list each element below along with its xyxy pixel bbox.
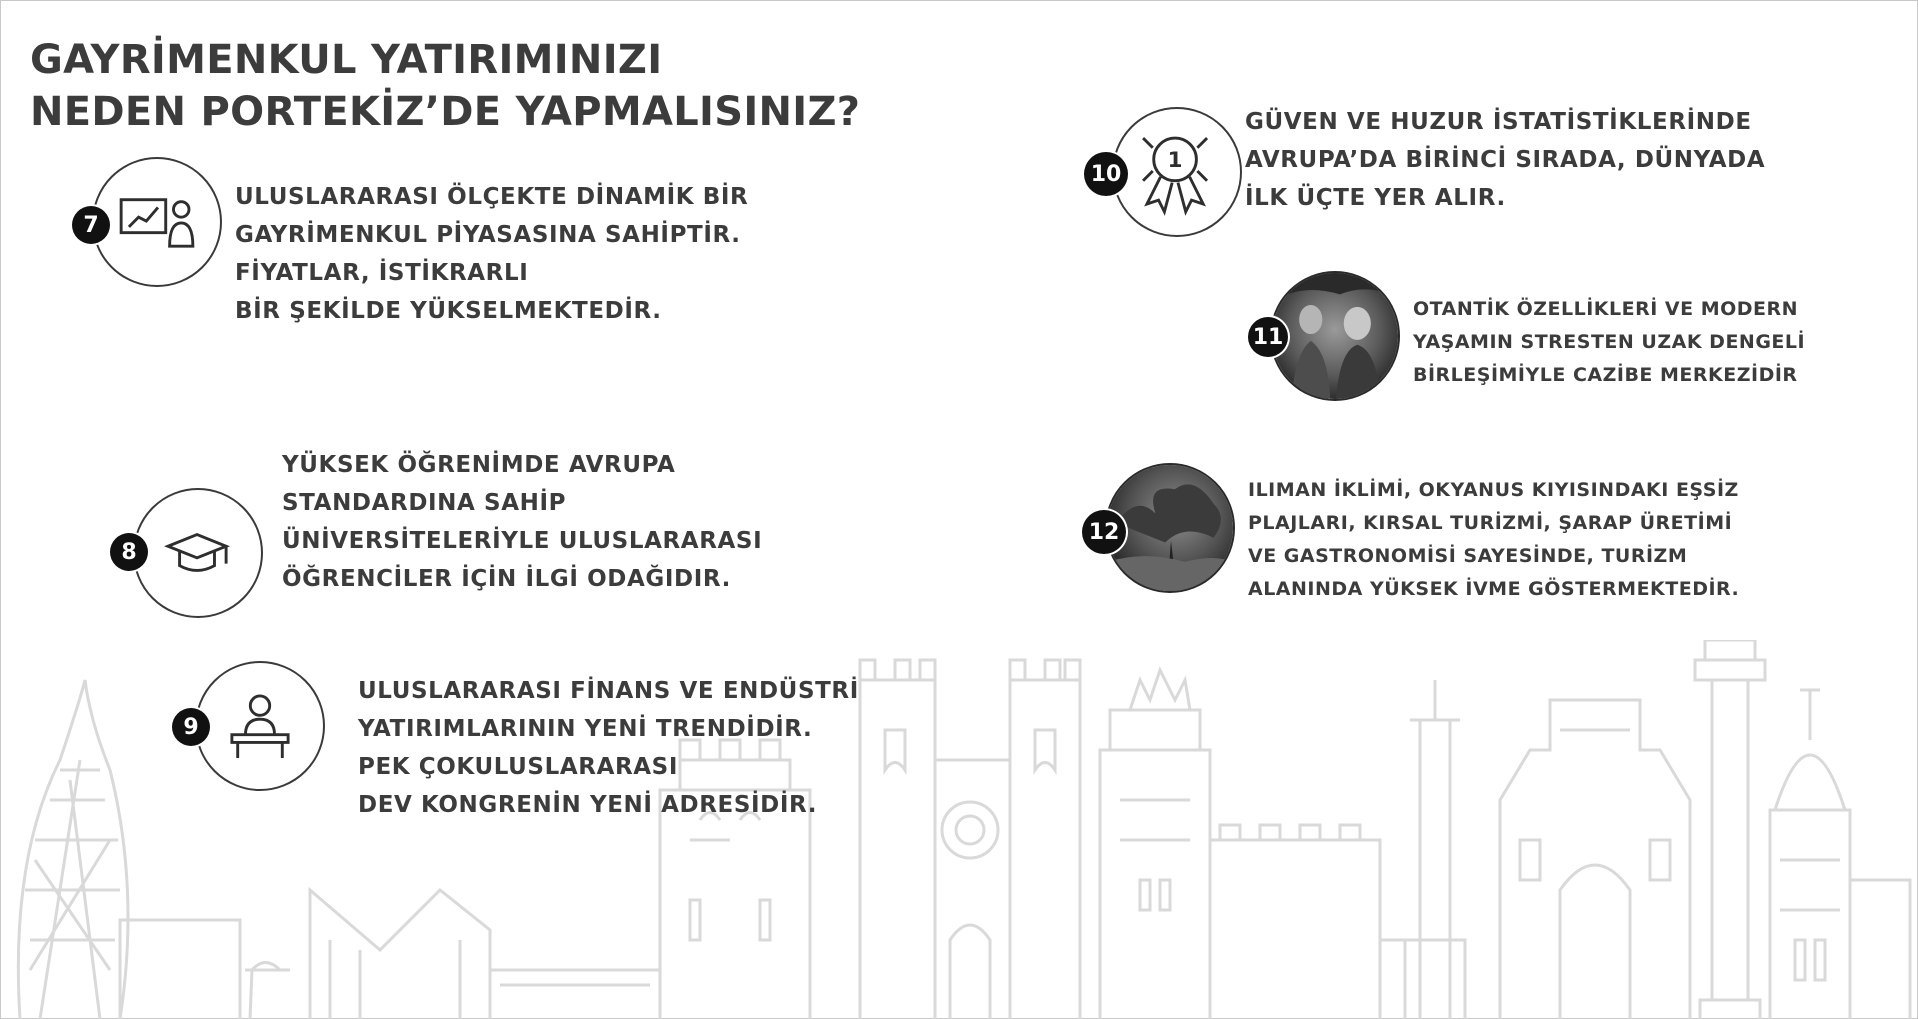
item-line: BİR ŞEKİLDE YÜKSELMEKTEDİR. [235,298,662,324]
item-number-badge: 8 [110,533,148,571]
item-line: YATIRIMLARININ YENİ TRENDİDİR. [358,716,813,742]
item-text-7 [235,178,748,330]
item-line: BİRLEŞİMİYLE CAZİBE MERKEZİDİR [1413,364,1798,386]
graduation-cap-icon [133,488,263,618]
item-number-badge: 12 [1082,510,1126,554]
item-line: İLK ÜÇTE YER ALIR. [1245,185,1506,211]
item-line: ILIMAN İKLİMİ, OKYANUS KIYISINDAKI EŞSİZ [1248,479,1739,501]
item-line: ALANINDA YÜKSEK İVME GÖSTERMEKTEDİR. [1248,578,1740,600]
award-ribbon-icon [1112,107,1242,237]
item-text-9 [358,672,859,824]
item-text-10 [1245,103,1765,217]
item-number-badge: 7 [72,206,110,244]
item-line: FİYATLAR, İSTİKRARLI [235,260,529,286]
item-line: OTANTİK ÖZELLİKLERİ VE MODERN [1413,298,1799,320]
item-line: DEV KONGRENİN YENİ ADRESİDİR. [358,792,818,818]
item-text-11 [1413,293,1805,392]
item-number-badge: 10 [1084,152,1128,196]
item-line: ULUSLARARASI FİNANS VE ENDÜSTRİ [358,678,859,704]
item-line: PEK ÇOKULUSLARARASI [358,754,679,780]
item-line: VE GASTRONOMİSİ SAYESİNDE, TURİZM [1248,545,1688,567]
item-line: YAŞAMIN STRESTEN UZAK DENGELİ [1413,331,1806,353]
item-text-8 [282,446,762,598]
page-title [30,34,860,138]
people-photo [1270,271,1400,401]
item-line: PLAJLARI, KIRSAL TURİZMİ, ŞARAP ÜRETİMİ [1248,512,1733,534]
item-line: AVRUPA’DA BİRİNCİ SIRADA, DÜNYADA [1245,147,1766,173]
item-line: STANDARDINA SAHİP [282,490,567,516]
page-title-line-2: NEDEN PORTEKİZ’DE YAPMALISINIZ? [30,89,861,135]
item-line: YÜKSEK ÖĞRENİMDE AVRUPA [282,452,676,478]
item-line: ULUSLARARASI ÖLÇEKTE DİNAMİK BİR [235,184,749,210]
item-number-badge: 9 [172,708,210,746]
item-text-12 [1248,474,1739,606]
item-line: GAYRİMENKUL PİYASASINA SAHİPTİR. [235,222,741,248]
presentation-chart-icon [92,157,222,287]
page-title-line-1: GAYRİMENKUL YATIRIMINIZI [30,37,663,83]
item-line: ÜNİVERSİTELERİYLE ULUSLARARASI [282,528,763,554]
item-number-badge: 11 [1248,317,1288,357]
award-number-text: 1 [1167,148,1183,174]
item-line: GÜVEN VE HUZUR İSTATİSTİKLERİNDE [1245,109,1752,135]
speaker-at-desk-icon [195,661,325,791]
item-line: ÖĞRENCİLER İÇİN İLGİ ODAĞIDIR. [282,566,731,592]
